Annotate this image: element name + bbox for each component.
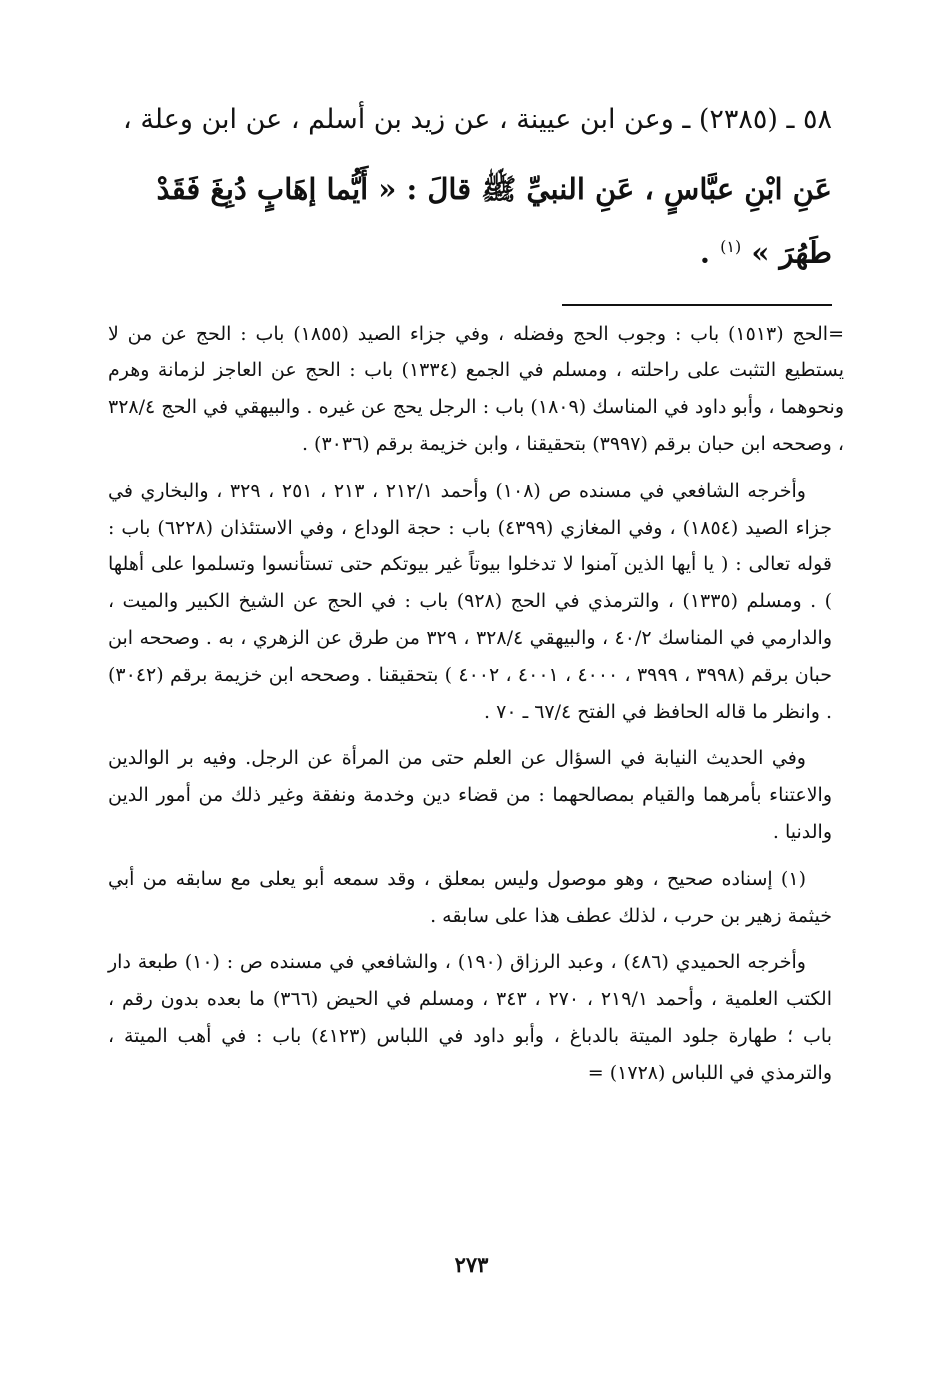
hadith-chain: ٥٨ ـ (٢٣٨٥) ـ وعن ابن عيينة ، عن زيد بن أسلم ، عن ابن وعلة ، bbox=[123, 104, 832, 135]
footnote-divider bbox=[562, 304, 832, 306]
hadith-matn: عَنِ ابْنِ عبَّاسٍ ، عَنِ النبيِّ ﷺ قالَ : « أَيُّما إهَابٍ دُبِغَ فَقَدْ طَهُرَ » bbox=[156, 172, 832, 270]
footnote-text: وأخرجه الحميدي (٤٨٦) ، وعبد الرزاق (١٩٠) ، والشافعي في مسنده ص : (١٠) طبعة دار الكتب العلمية ، وأحمد ٢١٩/١ ، ٢٧٠ ، ٣٤٣ ، ومسلم في الحيض (٣٦٦) ما بعده بدون رقم ، باب ؛ طهارة جلود الميتة بالدباغ ، وأبو داود في اللباس (٤١٢٣) باب : في أهب الميتة ، والترمذي في اللباس (١٧٢٨) = bbox=[108, 951, 832, 1084]
page-number: ٢٧٣ bbox=[454, 1252, 489, 1277]
footnote-1 bbox=[108, 861, 832, 935]
footnote-paragraph bbox=[108, 473, 832, 731]
footnote-marker: (١) bbox=[720, 237, 742, 256]
footnote-paragraph bbox=[108, 740, 832, 850]
page-body bbox=[108, 92, 844, 1092]
footnote-text: وأخرجه الشافعي في مسنده ص (١٠٨) وأحمد ٢١٢/١ ، ٢١٣ ، ٢٥١ ، ٣٢٩ ، والبخاري في جزاء الصيد (١٨٥٤) ، وفي المغازي (٤٣٩٩) باب : حجة الوداع ، وفي الاستئذان (٦٢٢٨) باب : قوله تعالى : ( يا أيها الذين آمنوا لا تدخلوا بيوتاً غير بيوتكم حتى تستأنسوا وتسلموا على أهلها ) . ومسلم (١٣٣٥) ، والترمذي في الحج (٩٢٨) باب : في الحج عن الشيخ الكبير والميت ، والدارمي في المناسك ٤٠/٢ ، والبيهقي ٣٢٨/٤ ، ٣٢٩ من طرق عن الزهري ، به . وصححه ابن حبان برقم (٣٩٩٨ ، ٣٩٩٩ ، ٤٠٠٠ ، ٤٠٠١ ، ٤٠٠٢ ) بتحقيقنا . وصححه ابن خزيمة برقم (٣٠٤٢) . وانظر ما قاله الحافظ في الفتح ٦٧/٤ ـ ٧٠ . bbox=[108, 479, 833, 723]
footnote-text: وفي الحديث النيابة في السؤال عن العلم حتى من المرأة عن الرجل. وفيه بر الوالدين والاعتناء بأمرهما والقيام بمصالحهما : من قضاء دين وخدمة ونفقة وغير ذلك من أمور الدين والدنيا . bbox=[108, 747, 832, 844]
footnote-text: (١) إسناده صحيح ، وهو موصول وليس بمعلق ، وقد سمعه أبو يعلى مع سابقه من أبي خيثمة زهير بن حرب ، لذلك عطف هذا على سابقه . bbox=[108, 867, 832, 927]
footnote-continuation: =الحج (١٥١٣) باب : وجوب الحج وفضله ، وفي جزاء الصيد (١٨٥٥) باب : الحج عن من لا يستطيع التثبت على راحلته ، ومسلم في الجمع (١٣٣٤) باب : الحج عن العاجز لزمانة وهرم ونحوهما ، وأبو داود في المناسك (١٨٠٩) باب : الرجل يحج عن غيره . والبيهقي في الحج ٣٢٨/٤ ، وصححه ابن حبان برقم (٣٩٩٧) بتحقيقنا ، وابن خزيمة برقم (٣٠٣٦) . bbox=[108, 322, 844, 456]
hadith-end: . bbox=[699, 235, 721, 270]
footnote-paragraph bbox=[108, 944, 832, 1091]
hadith-text bbox=[108, 160, 832, 282]
